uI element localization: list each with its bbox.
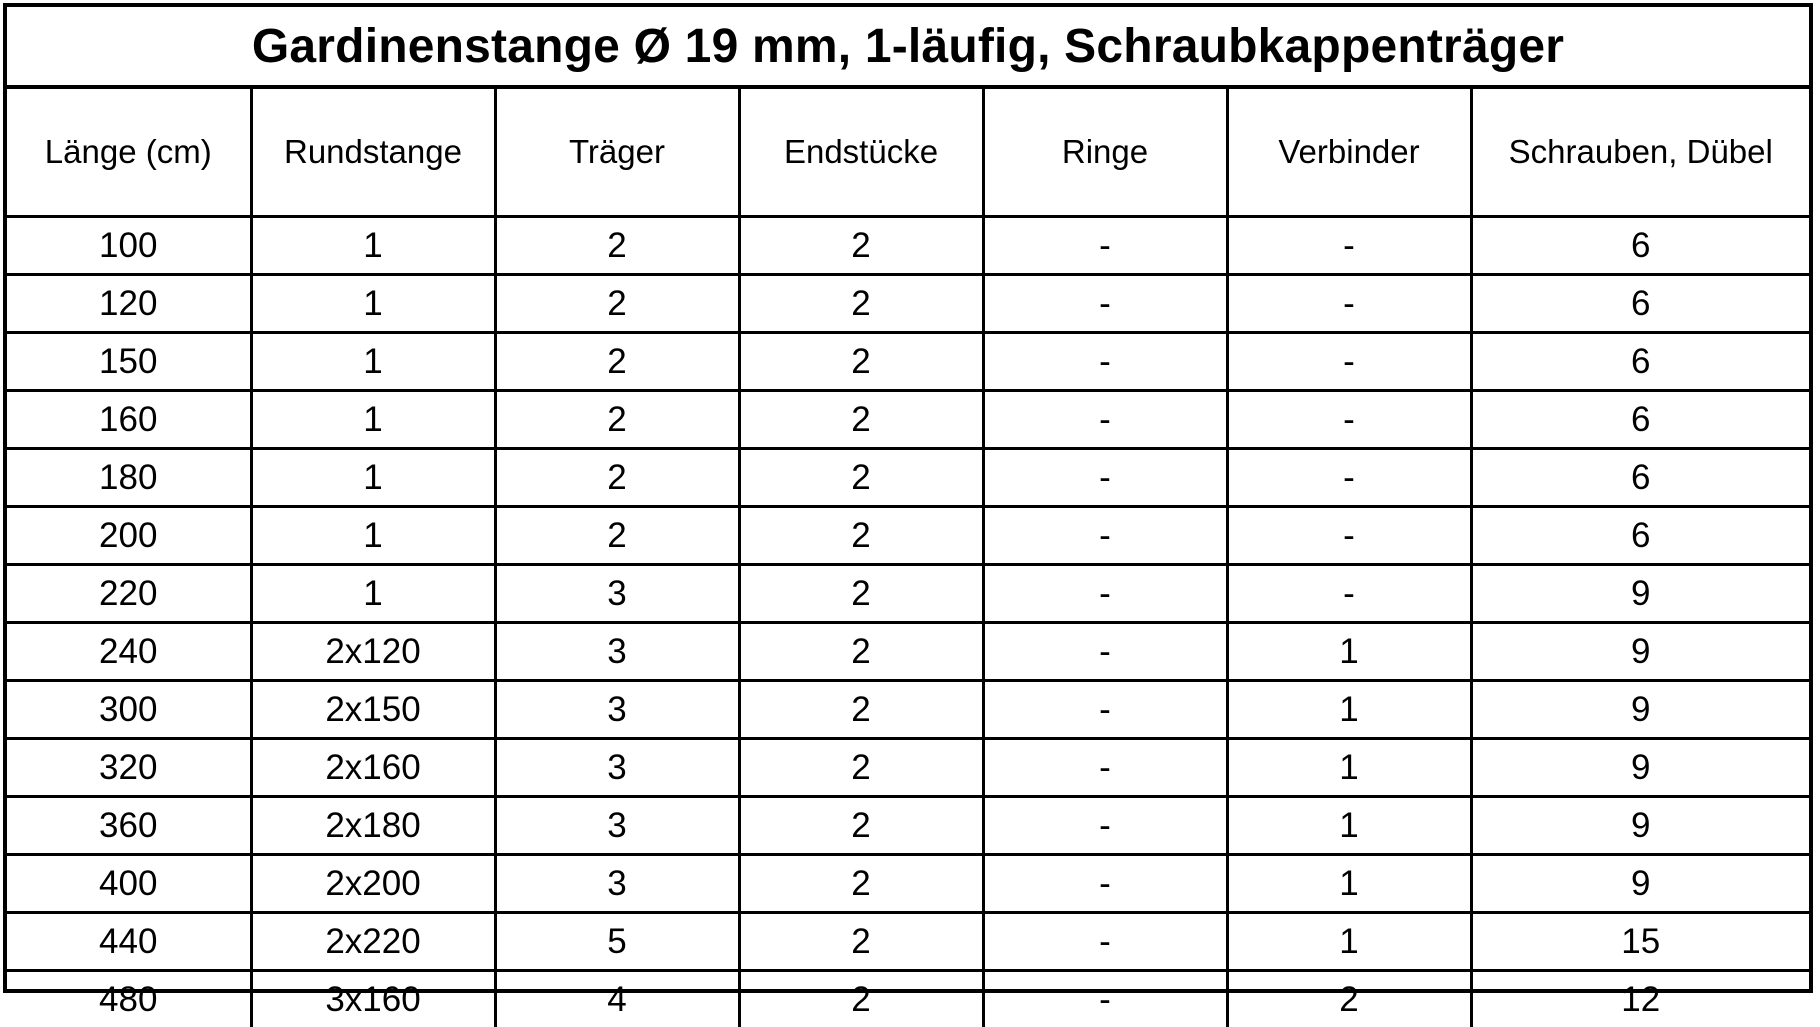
- cell-verbinder: -: [1227, 565, 1471, 623]
- cell-traeger: 3: [495, 681, 739, 739]
- cell-verbinder: 1: [1227, 913, 1471, 971]
- cell-schrauben-duebel: 6: [1471, 449, 1809, 507]
- cell-ringe: -: [983, 913, 1227, 971]
- table-row: [7, 739, 1809, 797]
- table-row: [7, 855, 1809, 913]
- cell-endstuecke: 2: [739, 681, 983, 739]
- cell-schrauben-duebel: 6: [1471, 275, 1809, 333]
- cell-verbinder: 1: [1227, 623, 1471, 681]
- column-header-ringe: Ringe: [983, 89, 1227, 217]
- cell-laenge: 480: [7, 971, 251, 1027]
- table-row: [7, 275, 1809, 333]
- cell-endstuecke: 2: [739, 971, 983, 1027]
- cell-verbinder: -: [1227, 217, 1471, 275]
- cell-traeger: 2: [495, 333, 739, 391]
- cell-verbinder: 1: [1227, 739, 1471, 797]
- cell-traeger: 3: [495, 623, 739, 681]
- column-header-traeger: Träger: [495, 89, 739, 217]
- cell-rundstange: 2x220: [251, 913, 495, 971]
- cell-laenge: 220: [7, 565, 251, 623]
- cell-verbinder: 1: [1227, 681, 1471, 739]
- cell-laenge: 180: [7, 449, 251, 507]
- cell-rundstange: 2x200: [251, 855, 495, 913]
- cell-rundstange: 1: [251, 333, 495, 391]
- cell-endstuecke: 2: [739, 449, 983, 507]
- cell-traeger: 2: [495, 275, 739, 333]
- cell-laenge: 400: [7, 855, 251, 913]
- table-row: [7, 449, 1809, 507]
- cell-ringe: -: [983, 507, 1227, 565]
- table-row: [7, 681, 1809, 739]
- cell-schrauben-duebel: 12: [1471, 971, 1809, 1027]
- cell-laenge: 320: [7, 739, 251, 797]
- cell-verbinder: 1: [1227, 797, 1471, 855]
- column-header-laenge: Länge (cm): [7, 89, 251, 217]
- table-row: [7, 391, 1809, 449]
- cell-rundstange: 1: [251, 449, 495, 507]
- cell-verbinder: 2: [1227, 971, 1471, 1027]
- page-title: Gardinenstange Ø 19 mm, 1-läufig, Schraubkappenträger: [252, 19, 1564, 74]
- cell-traeger: 4: [495, 971, 739, 1027]
- table-body: [7, 217, 1809, 1027]
- cell-rundstange: 1: [251, 391, 495, 449]
- cell-ringe: -: [983, 391, 1227, 449]
- cell-schrauben-duebel: 9: [1471, 739, 1809, 797]
- cell-ringe: -: [983, 971, 1227, 1027]
- cell-traeger: 2: [495, 391, 739, 449]
- cell-laenge: 150: [7, 333, 251, 391]
- cell-traeger: 3: [495, 855, 739, 913]
- cell-endstuecke: 2: [739, 217, 983, 275]
- table-row: [7, 797, 1809, 855]
- cell-schrauben-duebel: 15: [1471, 913, 1809, 971]
- table-row: [7, 913, 1809, 971]
- cell-verbinder: -: [1227, 275, 1471, 333]
- table-row: [7, 507, 1809, 565]
- title-bar: [7, 7, 1809, 89]
- table-row: [7, 333, 1809, 391]
- cell-laenge: 120: [7, 275, 251, 333]
- cell-endstuecke: 2: [739, 565, 983, 623]
- table-row: [7, 623, 1809, 681]
- cell-traeger: 3: [495, 565, 739, 623]
- cell-endstuecke: 2: [739, 855, 983, 913]
- cell-ringe: -: [983, 623, 1227, 681]
- cell-schrauben-duebel: 6: [1471, 507, 1809, 565]
- cell-schrauben-duebel: 9: [1471, 681, 1809, 739]
- cell-rundstange: 1: [251, 565, 495, 623]
- cell-rundstange: 2x180: [251, 797, 495, 855]
- cell-verbinder: -: [1227, 333, 1471, 391]
- column-header-endstuecke: Endstücke: [739, 89, 983, 217]
- column-header-verbinder: Verbinder: [1227, 89, 1471, 217]
- cell-rundstange: 1: [251, 275, 495, 333]
- cell-laenge: 200: [7, 507, 251, 565]
- cell-traeger: 3: [495, 797, 739, 855]
- header-row: [7, 89, 1809, 217]
- cell-ringe: -: [983, 275, 1227, 333]
- cell-laenge: 440: [7, 913, 251, 971]
- cell-endstuecke: 2: [739, 507, 983, 565]
- cell-ringe: -: [983, 333, 1227, 391]
- cell-rundstange: 3x160: [251, 971, 495, 1027]
- cell-ringe: -: [983, 797, 1227, 855]
- cell-schrauben-duebel: 6: [1471, 217, 1809, 275]
- cell-verbinder: -: [1227, 507, 1471, 565]
- cell-schrauben-duebel: 9: [1471, 565, 1809, 623]
- cell-traeger: 3: [495, 739, 739, 797]
- cell-traeger: 5: [495, 913, 739, 971]
- cell-laenge: 100: [7, 217, 251, 275]
- parts-table: [7, 89, 1809, 1027]
- cell-schrauben-duebel: 6: [1471, 333, 1809, 391]
- cell-ringe: -: [983, 217, 1227, 275]
- cell-ringe: -: [983, 449, 1227, 507]
- cell-endstuecke: 2: [739, 333, 983, 391]
- cell-ringe: -: [983, 855, 1227, 913]
- cell-ringe: -: [983, 565, 1227, 623]
- cell-endstuecke: 2: [739, 275, 983, 333]
- cell-schrauben-duebel: 9: [1471, 855, 1809, 913]
- cell-schrauben-duebel: 9: [1471, 797, 1809, 855]
- cell-traeger: 2: [495, 449, 739, 507]
- cell-rundstange: 2x160: [251, 739, 495, 797]
- cell-schrauben-duebel: 6: [1471, 391, 1809, 449]
- table-frame: [3, 3, 1813, 993]
- table-row: [7, 565, 1809, 623]
- cell-traeger: 2: [495, 507, 739, 565]
- cell-endstuecke: 2: [739, 913, 983, 971]
- cell-laenge: 160: [7, 391, 251, 449]
- cell-ringe: -: [983, 739, 1227, 797]
- cell-laenge: 360: [7, 797, 251, 855]
- cell-laenge: 240: [7, 623, 251, 681]
- cell-endstuecke: 2: [739, 623, 983, 681]
- cell-rundstange: 2x150: [251, 681, 495, 739]
- cell-endstuecke: 2: [739, 391, 983, 449]
- column-header-schrauben-duebel: Schrauben, Dübel: [1471, 89, 1809, 217]
- cell-rundstange: 1: [251, 507, 495, 565]
- cell-endstuecke: 2: [739, 739, 983, 797]
- cell-laenge: 300: [7, 681, 251, 739]
- cell-verbinder: 1: [1227, 855, 1471, 913]
- cell-rundstange: 2x120: [251, 623, 495, 681]
- cell-schrauben-duebel: 9: [1471, 623, 1809, 681]
- table-row: [7, 217, 1809, 275]
- column-header-rundstange: Rundstange: [251, 89, 495, 217]
- cell-traeger: 2: [495, 217, 739, 275]
- cell-endstuecke: 2: [739, 797, 983, 855]
- cell-verbinder: -: [1227, 449, 1471, 507]
- cell-verbinder: -: [1227, 391, 1471, 449]
- cell-ringe: -: [983, 681, 1227, 739]
- cell-rundstange: 1: [251, 217, 495, 275]
- table-row: [7, 971, 1809, 1027]
